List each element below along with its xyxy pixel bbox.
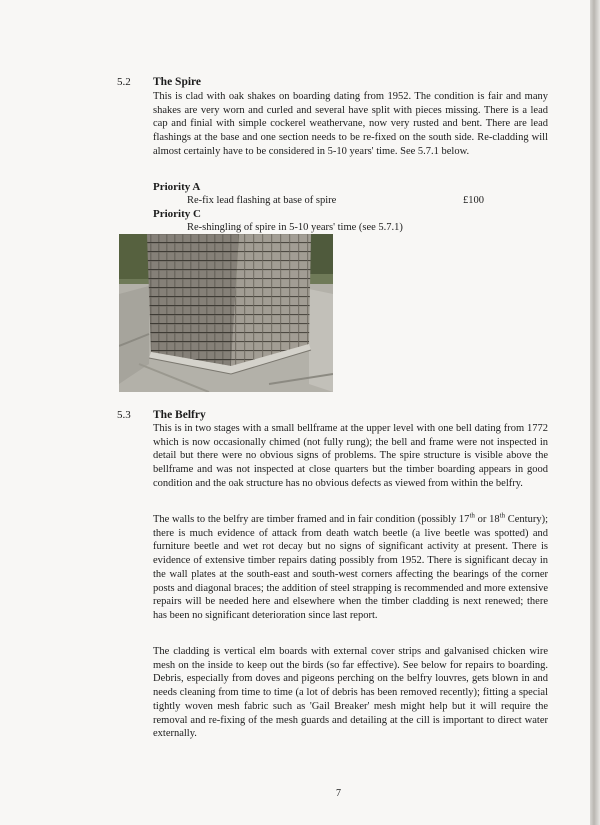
- section-heading-spire: The Spire: [153, 76, 202, 88]
- priority-c-item: Re-shingling of spire in 5-10 years' time (see 5.7.1): [187, 222, 403, 233]
- page-number: 7: [336, 788, 341, 799]
- section-number-5-2: 5.2: [117, 76, 131, 88]
- spire-photo: [119, 234, 333, 392]
- priority-c-label: Priority C: [153, 208, 201, 220]
- priority-a-item: Re-fix lead flashing at base of spire: [187, 195, 337, 206]
- section-heading-belfry: The Belfry: [153, 409, 206, 421]
- section-number-5-3: 5.3: [117, 409, 131, 421]
- belfry-paragraph-2: The walls to the belfry are timber framed and in fair condition (possibly 17th or 18th Century); there is much evidence of attack from death watch beetle (a live beetle was spotted) and furniture beetle and wet rot decay but no signs of significant activity at present. There is evidence of extensive timber repairs dating possibly from 1952. There is significant decay in the wall plates at the south-east and south-west corners affecting the bearings of the corner posts and diagonal braces; the addition of steel strapping is recommended and more extensive repairs will be needed here and elsewhere when the timber cladding is next renewed; there has been no significant deterioration since last report.: [153, 511, 548, 621]
- priority-a-cost: £100: [463, 195, 484, 206]
- belfry-paragraph-1: This is in two stages with a small bellframe at the upper level with one bell dating from 1772 which is now occasionally chimed (not fully rung); the bell and frame were not inspected in detail but there were no obvious signs of problems. The spire structure is visible above the bellframe and was not inspected at close quarters but the timber boarding appears in good condition and the oak structure has no obvious defects as viewed from within the belfry.: [153, 423, 548, 489]
- belfry-paragraph-3: The cladding is vertical elm boards with external cover strips and galvanised chicken wire mesh on the inside to keep out the birds (so far effective). See below for repairs to boarding. Debris, especially from doves and pigeons perching on the belfry louvres, gets blown in and needs cleaning from time to time (a lot of debris has been removed recently); fitting a special tightly woven mesh fabric such as 'Gail Breaker' mesh might help but it will require the removal and re-fixing of the mesh guards and detailing at the cill is important to direct water externally.: [153, 646, 548, 740]
- page-edge: [590, 0, 600, 825]
- priority-a-label: Priority A: [153, 181, 201, 193]
- spire-description: This is clad with oak shakes on boarding dating from 1952. The condition is fair and many shakes are very worn and curled and several have split with pieces missing. There is a lead cap and finial with simple cockerel weathervane, now very rusted and bent. There are lead flashings at the base and one section needs to be re-fixed on the south side. Re-cladding will almost certainly have to be considered in 5-10 years' time. See 5.7.1 below.: [153, 91, 548, 157]
